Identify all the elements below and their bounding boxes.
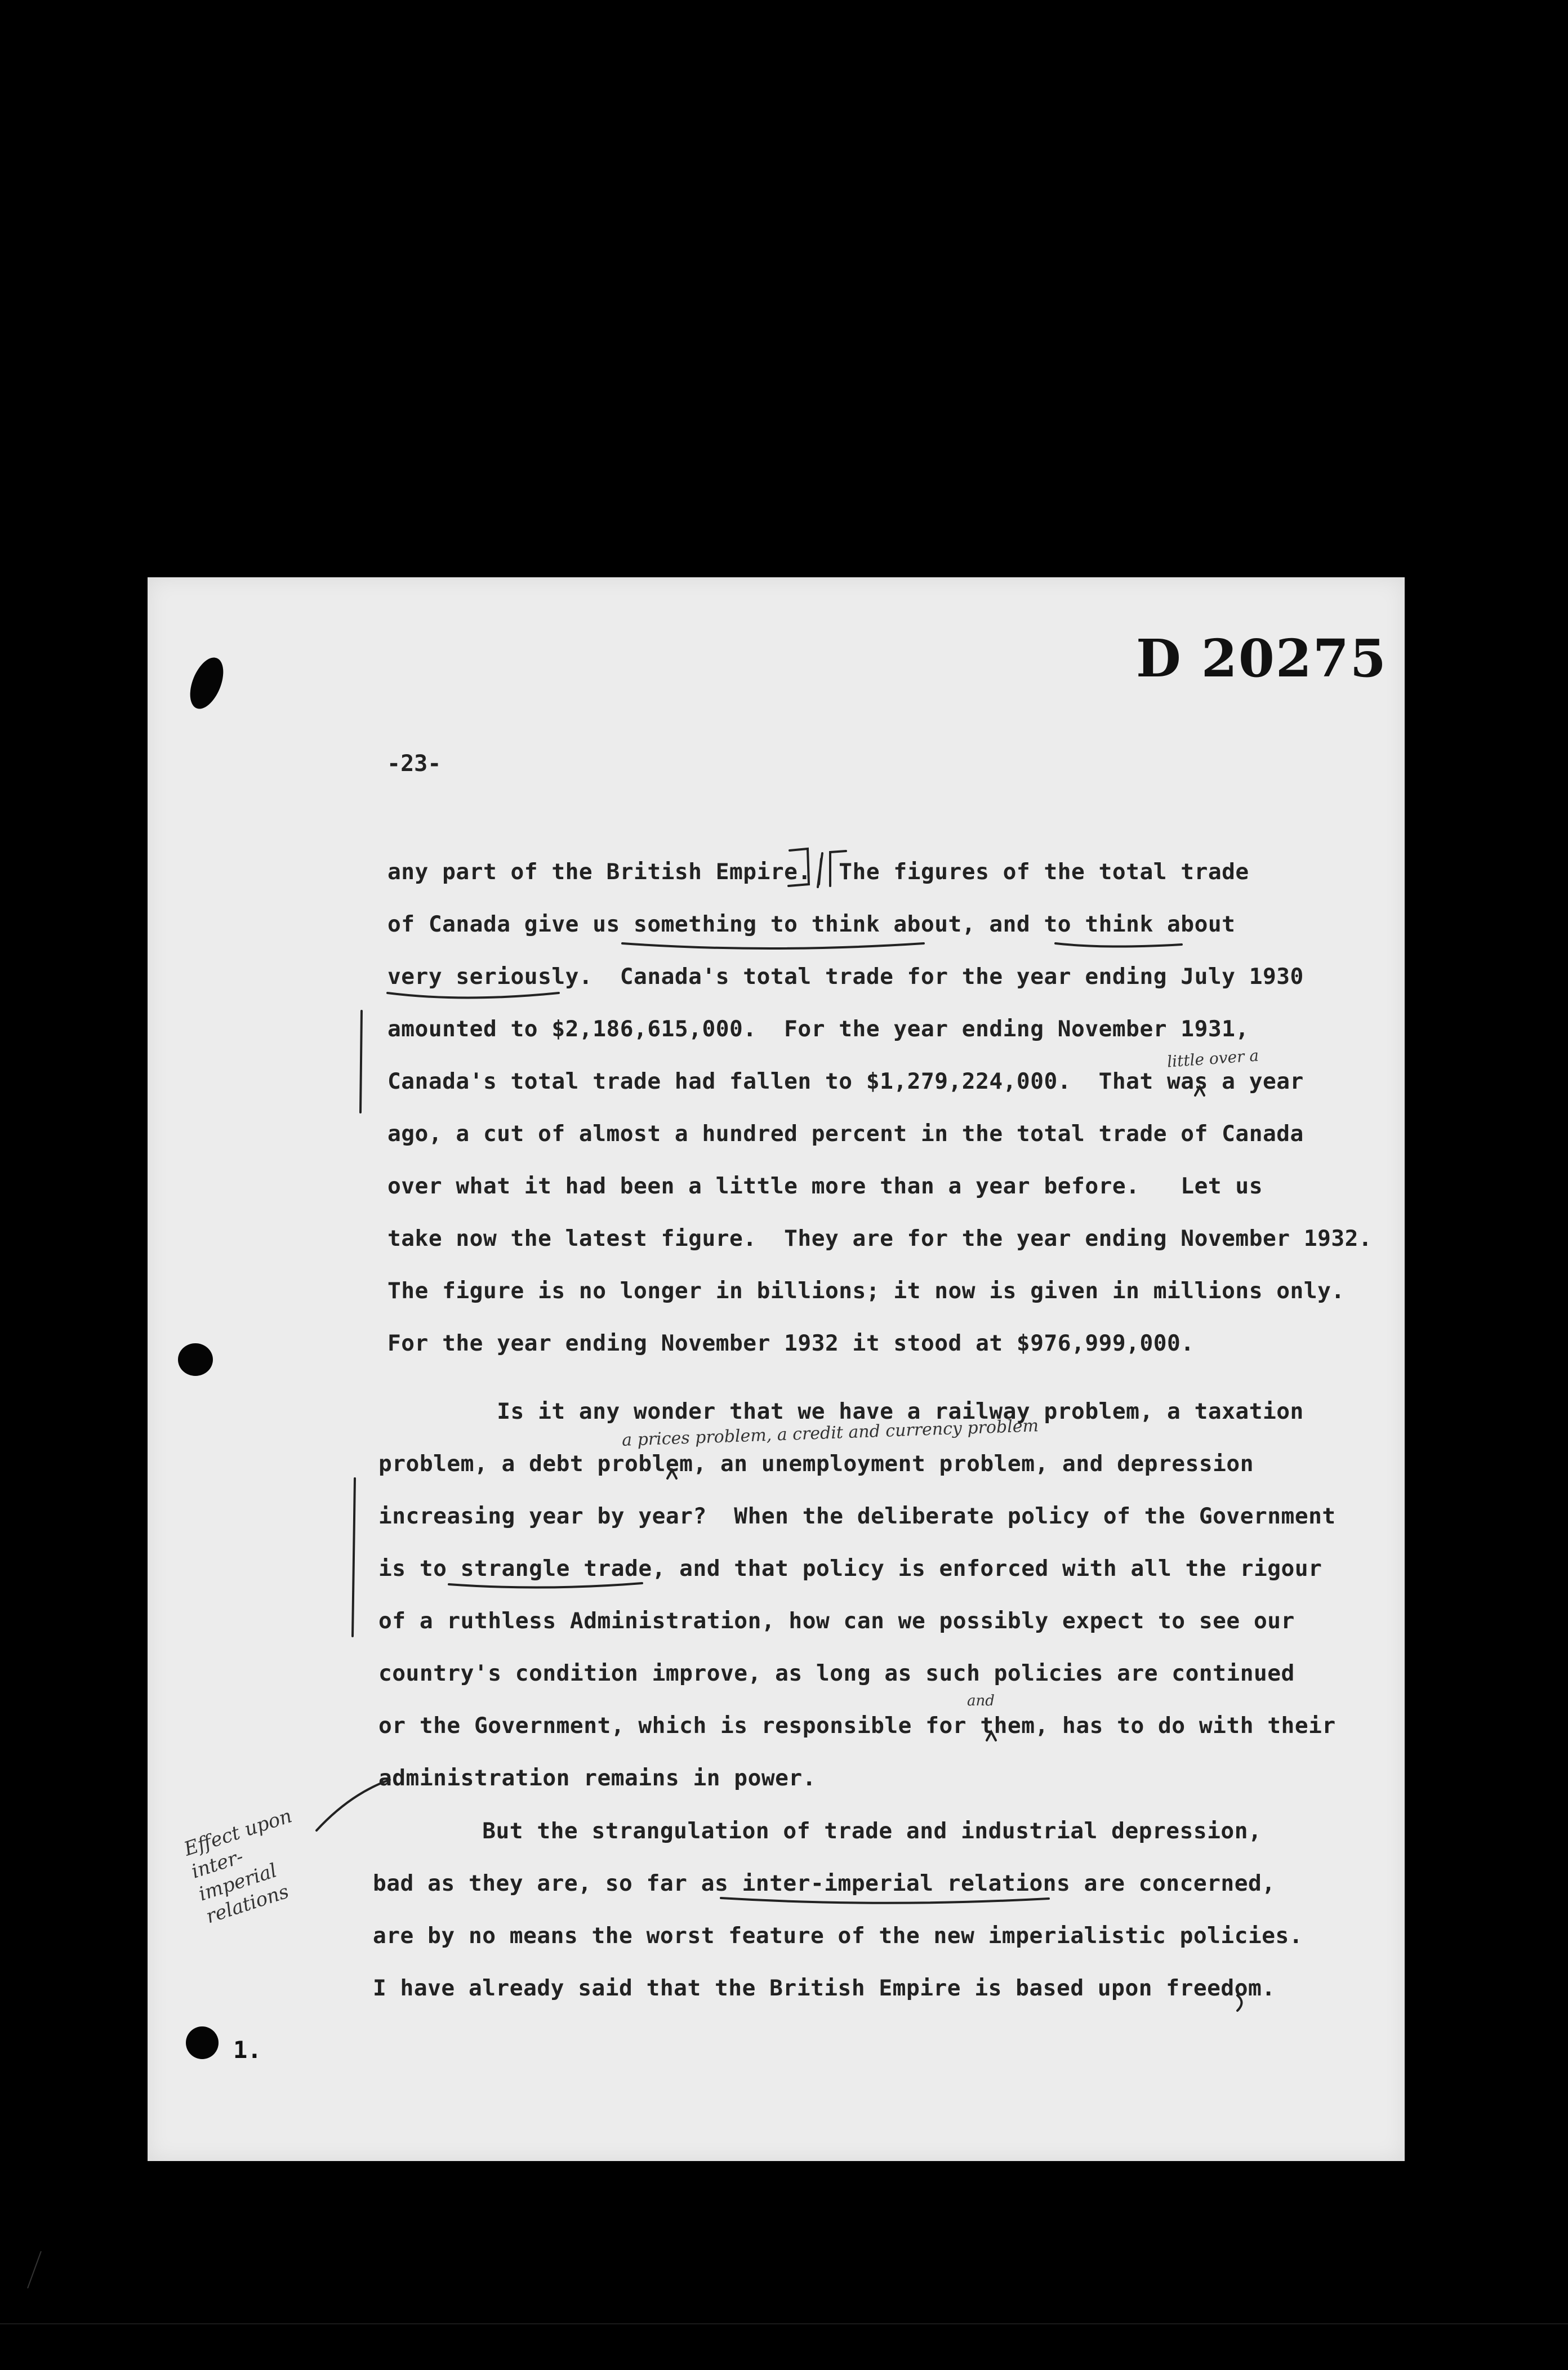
text-line: ago, a cut of almost a hundred percent in the total trade of Canada — [387, 1121, 1304, 1147]
page-number: -23- — [387, 751, 442, 777]
text-line: The figure is no longer in billions; it now is given in millions only. — [387, 1278, 1345, 1304]
text-line: take now the latest figure. They are for the year ending November 1932. — [387, 1226, 1373, 1251]
scan-artifact — [27, 2251, 42, 2288]
margin-note: Effect upon inter-imperial relations — [181, 1805, 295, 1928]
handwritten-insert: little over a — [1166, 1046, 1260, 1071]
handwritten-insert: a prices problem, a credit and currency problem — [621, 1416, 1039, 1450]
text-line: bad as they are, so far as inter-imperial relations are concerned, — [373, 1870, 1276, 1896]
footer-number: 1. — [233, 2036, 262, 2064]
punch-hole-top — [184, 653, 230, 714]
text-line: of a ruthless Administration, how can we possibly expect to see our — [378, 1608, 1295, 1634]
document-page — [148, 577, 1405, 2161]
text-line: of Canada give us something to think about, and to think about — [387, 911, 1236, 937]
handwritten-insert: and — [967, 1692, 995, 1709]
text-line: or the Government, which is responsible for them, has to do with their — [378, 1713, 1336, 1739]
text-line: Canada's total trade had fallen to $1,279,224,000. That was a year — [387, 1068, 1304, 1094]
text-line: are by no means the worst feature of the new imperialistic policies. — [373, 1923, 1303, 1949]
text-line: administration remains in power. — [378, 1765, 816, 1791]
text-line: I have already said that the British Empire is based upon freedom. — [373, 1975, 1276, 2001]
scan-artifact — [0, 2323, 1568, 2324]
document-stamp: D 20275 — [1136, 628, 1387, 689]
text-line: any part of the British Empire. The figures of the total trade — [387, 859, 1249, 885]
text-line: over what it had been a little more than a year before. Let us — [387, 1173, 1263, 1199]
text-line: amounted to $2,186,615,000. For the year ending November 1931, — [387, 1016, 1249, 1042]
text-line: is to strangle trade, and that policy is enforced with all the rigour — [378, 1556, 1322, 1582]
punch-hole-middle — [178, 1343, 213, 1376]
text-line: increasing year by year? When the deliberate policy of the Government — [378, 1503, 1336, 1529]
text-line: Is it any wonder that we have a railway problem, a taxation — [387, 1398, 1304, 1424]
punch-hole-bottom — [186, 2026, 219, 2059]
text-line: problem, a debt problem, an unemployment problem, and depression — [378, 1451, 1254, 1477]
text-line: country's condition improve, as long as such policies are continued — [378, 1660, 1295, 1686]
text-line: But the strangulation of trade and industrial depression, — [373, 1818, 1262, 1844]
text-line: very seriously. Canada's total trade for the year ending July 1930 — [387, 964, 1304, 990]
text-line: For the year ending November 1932 it stood at $976,999,000. — [387, 1330, 1195, 1356]
